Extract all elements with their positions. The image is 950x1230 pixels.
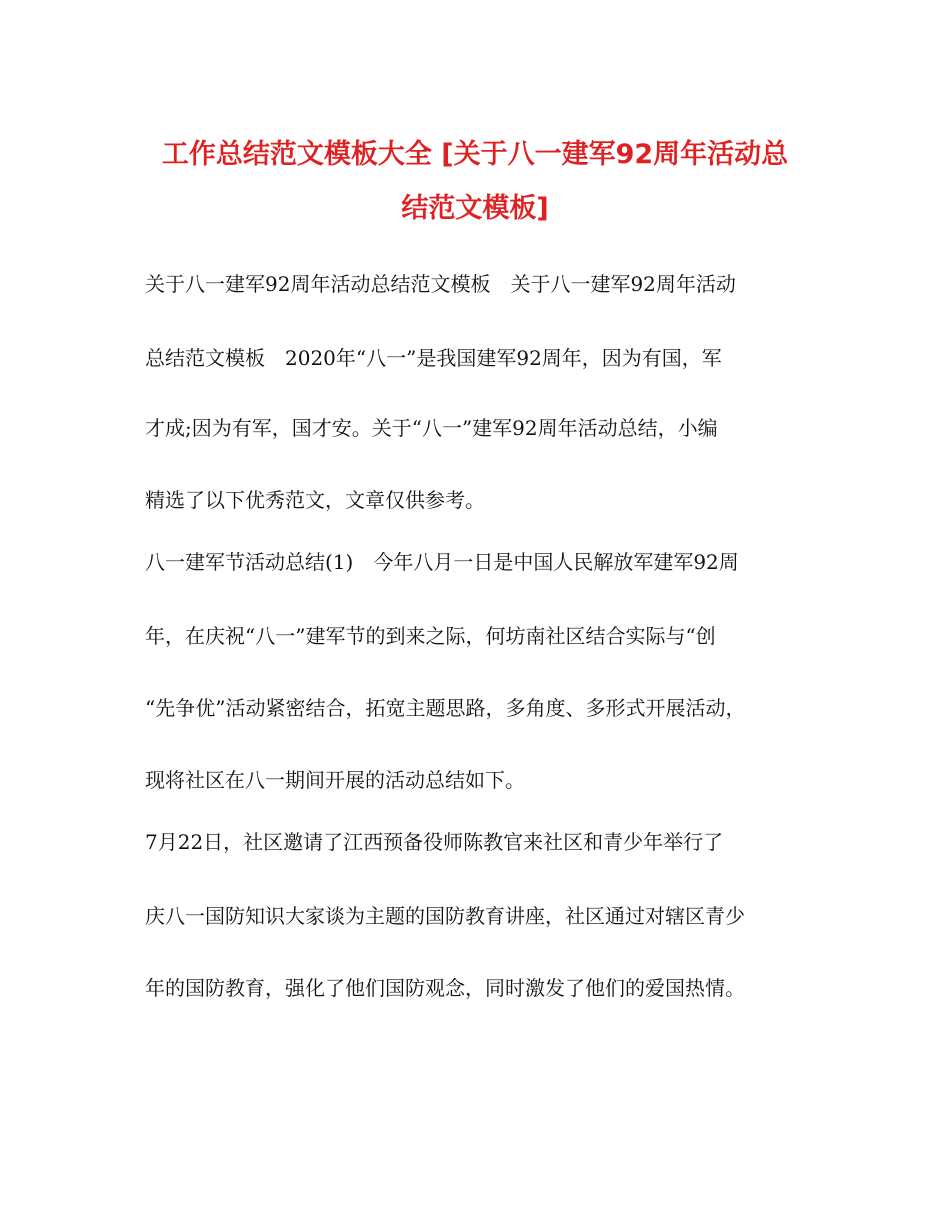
body-line-10: 庆八一国防知识大家谈为主题的国防教育讲座，社区通过对辖区青少 [145, 904, 745, 928]
body-line-11: 年的国防教育，强化了他们国防观念，同时激发了他们的爱国热情。 [145, 976, 745, 1000]
body-line-3: 才成;因为有军，国才安。关于“八一”建军92周年活动总结，小编 [145, 416, 718, 440]
body-line-1: 关于八一建军92周年活动总结范文模板 关于八一建军92周年活动 [145, 272, 736, 296]
body-line-9: 7月22日，社区邀请了江西预备役师陈教官来社区和青少年举行了 [145, 830, 724, 854]
title-line-2: 结范文模板] [401, 193, 549, 224]
body-line-2: 总结范文模板 2020年“八一”是我国建军92周年，因为有国，军 [145, 346, 722, 370]
title-line-1: 工作总结范文模板大全 [关于八一建军92周年活动总 [161, 139, 789, 170]
document-title [120, 128, 830, 236]
body-line-4: 精选了以下优秀范文，文章仅供参考。 [145, 488, 485, 512]
body-line-5: 八一建军节活动总结(1) 今年八月一日是中国人民解放军建军92周 [145, 550, 739, 574]
body-line-8: 现将社区在八一期间开展的活动总结如下。 [145, 768, 525, 792]
body-line-6: 年，在庆祝“八一”建军节的到来之际，何坊南社区结合实际与“创 [145, 624, 716, 648]
body-line-7: “先争优”活动紧密结合，拓宽主题思路，多角度、多形式开展活动， [145, 696, 746, 720]
